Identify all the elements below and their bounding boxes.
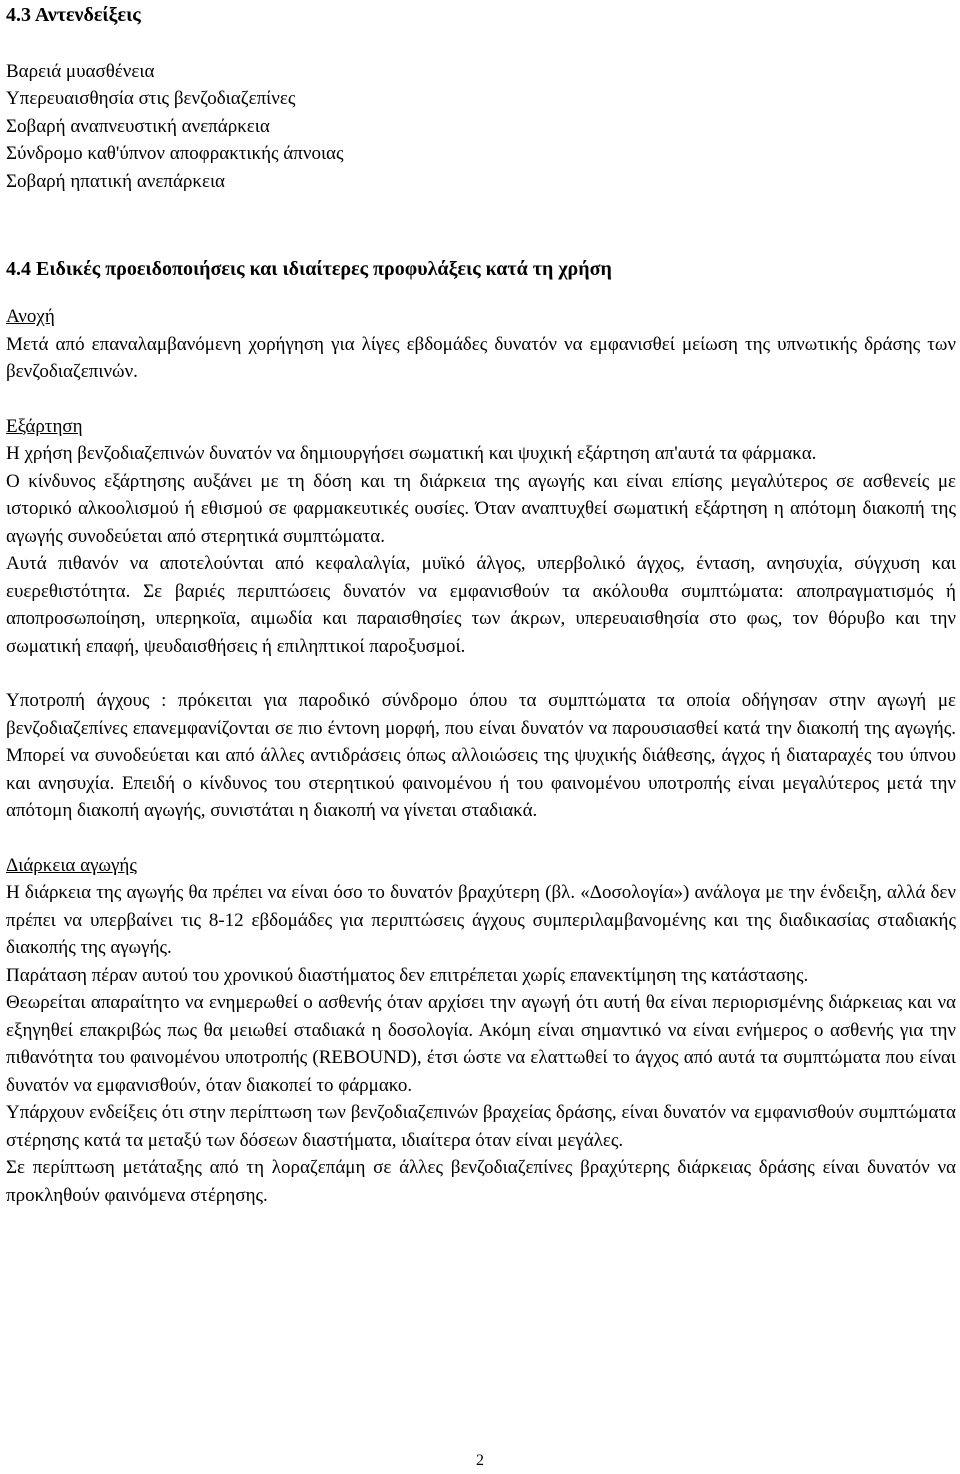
list-item: Σοβαρή αναπνευστική ανεπάρκεια [6,115,270,137]
paragraph-duration-5: Σε περίπτωση μετάταξης από τη λοραζεπάμη σε άλλες βενζοδιαζεπίνες βραχύτερης διάρκειας δράσης είναι δυνατόν να προκληθούν φαινόμενα στέρησης. [6,1157,956,1206]
paragraph-duration-3: Θεωρείται απαραίτητο να ενημερωθεί ο ασθενής όταν αρχίσει την αγωγή ότι αυτή θα είναι περιορισμένης διάρκειας και να εξηγηθεί επακριβώς πως θα μειωθεί σταδιακά η δοσολογία. Ακόμη είναι σημαντικό να είναι ενήμερος ο ασθενής για την πιθανότητα του φαινομένου υποτροπής (REBOUND), έτσι ώστε να ελαττωθεί το άγχος από αυτά τα συμπτώματα που είναι δυνατόν να εμφανισθούν, όταν διακοπεί το φάρμακο. [6,992,956,1096]
subheading-dependence: Εξάρτηση [6,415,83,437]
contraindications-list [6,58,344,195]
paragraph-duration-4: Υπάρχουν ενδείξεις ότι στην περίπτωση των βενζοδιαζεπινών βραχείας δράσης, είναι δυνατόν να εμφανισθούν συμπτώματα στέρησης κατά τα μεταξύ των δόσεων διαστήματα, ιδιαίτερα όταν είναι μεγάλες. [6,1102,956,1151]
subheading-duration: Διάρκεια αγωγής [6,854,137,876]
list-item: Σοβαρή ηπατική ανεπάρκεια [6,170,226,192]
paragraph-dependence-2: Ο κίνδυνος εξάρτησης αυξάνει με τη δόση και τη διάρκεια της αγωγής και είναι επίσης μεγαλύτερος σε ασθενείς με ιστορικό αλκοολισμού ή εθισμού σε φαρμακευτικές ουσίες. Όταν αναπτυχθεί σωματική εξάρτηση η απότομη διακοπή της αγωγής συνοδεύεται από στερητικά συμπτώματα. [6,470,956,547]
paragraph-duration-2: Παράταση πέραν αυτού του χρονικού διαστήματος δεν επιτρέπεται χωρίς επανεκτίμηση της κατάστασης. [6,964,809,986]
paragraph-tolerance: Μετά από επαναλαμβανόμενη χορήγηση για λίγες εβδομάδες δυνατόν να εμφανισθεί μείωση της υπνωτικής δράσης των βενζοδιαζεπινών. [6,333,956,382]
warnings-section-body [6,303,956,1209]
paragraph-duration-1: Η διάρκεια της αγωγής θα πρέπει να είναι όσο το δυνατόν βραχύτερη (βλ. «Δοσολογία») ανάλογα με την ένδειξη, αλλά δεν πρέπει να υπερβαίνει τις 8-12 εβδομάδες για περιπτώσεις άγχους συμπεριλαμβανομένης και της διαδικασίας σταδιακής διακοπής της αγωγής. [6,882,956,958]
subheading-tolerance: Ανοχή [6,306,55,327]
paragraph-dependence-3: Αυτά πιθανόν να αποτελούνται από κεφαλαλγία, μυϊκό άλγος, υπερβολικό άγχος, ένταση, ανησυχία, σύγχυση και ευερεθιστότητα. Σε βαριές περιπτώσεις δυνατόν να εμφανισθούν τα ακόλουθα συμπτώματα: αποπραγματισμός ή αποπροσωποίηση, υπερηκοϊα, αιμωδία και παραισθησίες των άκρων, υπερευαισθησία στο φως, τον θόρυβο και την σωματική επαφή, ψευδαισθήσεις ή επιληπτικοί παροξυσμοί. [6,553,956,657]
paragraph-dependence-1: Η χρήση βενζοδιαζεπινών δυνατόν να δημιουργήσει σωματική και ψυχική εξάρτηση απ'αυτά τα φάρμακα. [6,443,817,464]
paragraph-rebound-anxiety: Υποτροπή άγχους : πρόκειται για παροδικό σύνδρομο όπου τα συμπτώματα τα οποία οδήγησαν στην αγωγή με βενζοδιαζεπίνες επανεμφανίζονται σε πιο έντονη μορφή, που είναι δυνατόν να παρουσιασθεί κατά την διακοπή της αγωγής. Μπορεί να συνοδεύεται και από άλλες αντιδράσεις όπως αλλοιώσεις της ψυχικής διάθεσης, άγχος ή διαταραχές του ύπνου και ανησυχία. Επειδή ο κίνδυνος του στερητικού φαινομένου ή του φαινομένου υποτροπής είναι μεγαλύτερος μετά την απότομη διακοπή αγωγής, συνιστάται η διακοπή να γίνεται σταδιακά. [6,690,956,821]
list-item: Υπερευαισθησία στις βενζοδιαζεπίνες [6,88,296,110]
section-heading-warnings: 4.4 Ειδικές προειδοποιήσεις και ιδιαίτερες προφυλάξεις κατά τη χρήση [6,258,612,280]
page-number: 2 [476,1452,484,1469]
section-heading-contraindications: 4.3 Αντενδείξεις [6,4,141,26]
list-item: Βαρειά μυασθένεια [6,61,155,82]
list-item: Σύνδρομο καθ'ύπνον αποφρακτικής άπνοιας [6,143,344,165]
